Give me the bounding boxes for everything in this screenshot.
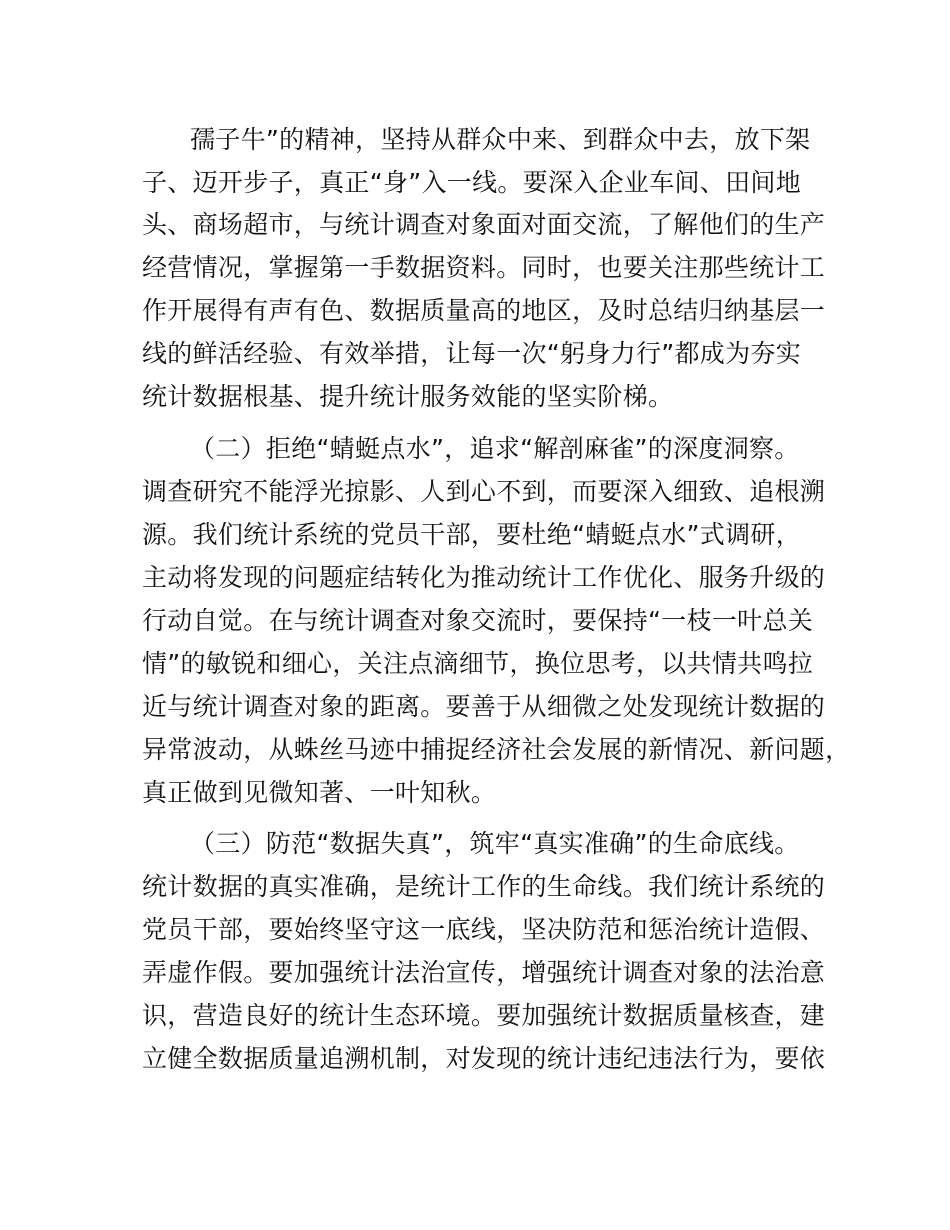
text-line: 真正做到见微知著、一叶知秋。 [142, 778, 497, 807]
text-line: 源。我们统计系统的党员干部，要杜绝“蜻蜓点水”式调研， [142, 520, 802, 549]
text-line: 近与统计调查对象的距离。要善于从细微之处发现统计数据的 [142, 692, 826, 721]
text-line: 作开展得有声有色、数据质量高的地区，及时总结归纳基层一 [142, 296, 826, 325]
text-line: 弄虚作假。要加强统计法治宣传，增强统计调查对象的法治意 [142, 958, 826, 987]
text-line: 孺子牛”的精神，坚持从群众中来、到群众中去，放下架 [190, 125, 811, 154]
text-line: 子、迈开步子，真正“身”入一线。要深入企业车间、田间地 [142, 168, 802, 197]
text-line: 统计数据的真实准确，是统计工作的生命线。我们统计系统的 [142, 872, 826, 901]
text-line: 情”的敏锐和细心，关注点滴细节，换位思考，以共情共鸣拉 [142, 649, 814, 678]
text-line: 统计数据根基、提升统计服务效能的坚实阶梯。 [142, 382, 674, 411]
text-line: 头、商场超市，与统计调查对象面对面交流，了解他们的生产 [142, 210, 826, 239]
text-line: 行动自觉。在与统计调查对象交流时，要保持“一枝一叶总关 [142, 606, 814, 635]
text-line: 调查研究不能浮光掠影、人到心不到，而要深入细致、追根溯 [142, 477, 826, 506]
text-line: 异常波动，从蛛丝马迹中捕捉经济社会发展的新情况、新问题， [142, 735, 851, 764]
text-line: 党员干部，要始终坚守这一底线，坚决防范和惩治统计造假、 [142, 915, 826, 944]
text-line: 识，营造良好的统计生态环境。要加强统计数据质量核查，建 [142, 1001, 826, 1030]
text-line: 线的鲜活经验、有效举措，让每一次“躬身力行”都成为夯实 [142, 339, 802, 368]
section-heading: （三）防范“数据失真”，筑牢“真实准确”的生命底线。 [190, 829, 800, 858]
text-line: 主动将发现的问题症结转化为推动统计工作优化、服务升级的 [142, 563, 826, 592]
text-line: 经营情况，掌握第一手数据资料。同时，也要关注那些统计工 [142, 253, 826, 282]
section-heading: （二）拒绝“蜻蜓点水”，追求“解剖麻雀”的深度洞察。 [190, 434, 800, 463]
text-line: 立健全数据质量追溯机制，对发现的统计违纪违法行为，要依 [142, 1044, 826, 1073]
